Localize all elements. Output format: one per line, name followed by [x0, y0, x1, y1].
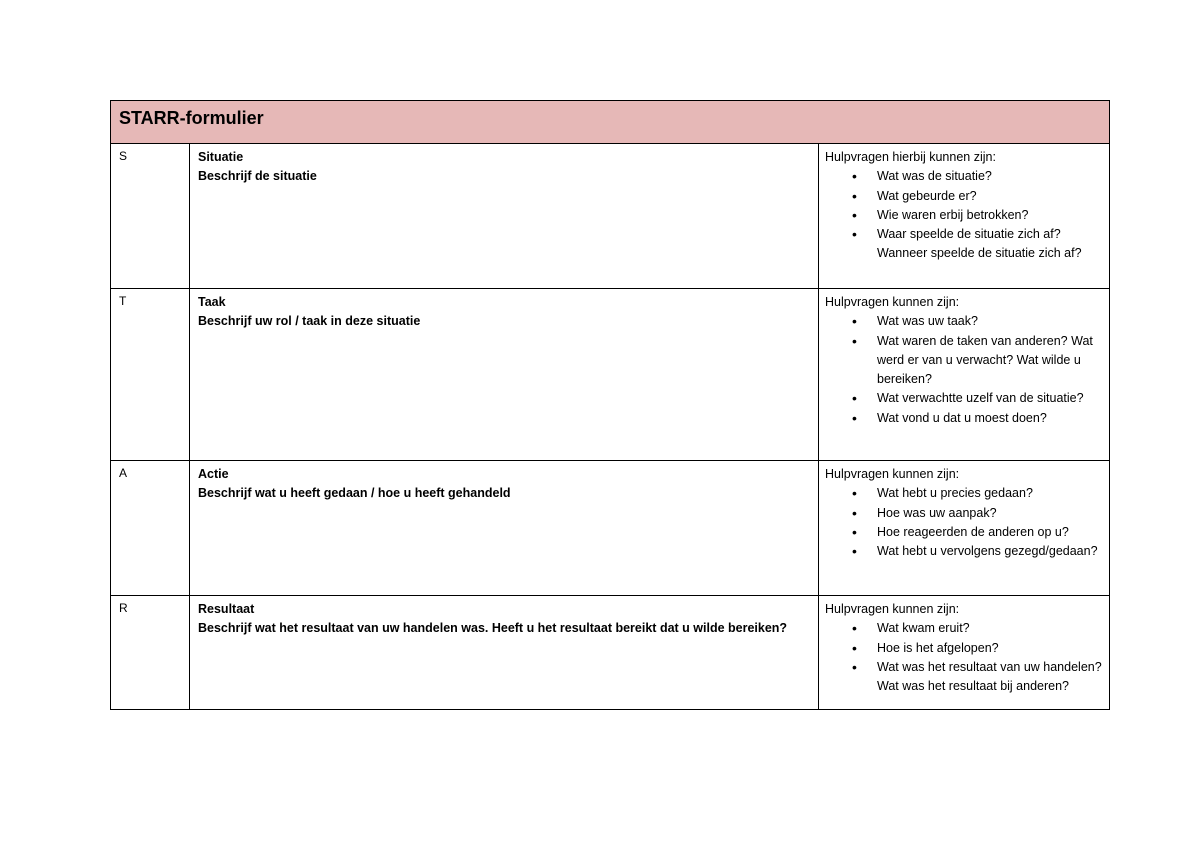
help-questions-cell — [819, 144, 1110, 289]
row-main-cell — [190, 289, 819, 461]
row-instruction: Beschrijf wat het resultaat van uw handelen was. Heeft u het resultaat bereikt dat u wilde bereiken? — [198, 621, 788, 635]
row-letter: T — [111, 289, 190, 461]
help-question: • Waar speelde de situatie zich af? Wanneer speelde de situatie zich af? — [825, 225, 1103, 264]
help-question: • Hoe was uw aanpak? — [825, 504, 1103, 523]
help-question: • Wat was uw taak? — [825, 312, 1103, 331]
help-intro: Hulpvragen hierbij kunnen zijn: — [825, 150, 996, 164]
help-question-list — [825, 484, 1103, 561]
help-intro: Hulpvragen kunnen zijn: — [825, 467, 960, 481]
form-title: STARR-formulier — [119, 108, 264, 128]
starr-row-taak — [111, 289, 1110, 461]
help-question: • Wat was de situatie? — [825, 167, 1103, 186]
help-question: • Hoe reageerden de anderen op u? — [825, 523, 1103, 542]
row-main-cell — [190, 144, 819, 289]
help-question: • Wat vond u dat u moest doen? — [825, 409, 1103, 428]
help-question: • Hoe is het afgelopen? — [825, 639, 1103, 658]
row-instruction: Beschrijf de situatie — [198, 169, 317, 183]
starr-row-resultaat — [111, 596, 1110, 710]
help-question-list — [825, 619, 1103, 696]
row-letter: S — [111, 144, 190, 289]
help-question-list — [825, 167, 1103, 263]
help-question: • Wat verwachtte uzelf van de situatie? — [825, 389, 1103, 408]
help-question: • Wat waren de taken van anderen? Wat werd er van u verwacht? Wat wilde u bereiken? — [825, 332, 1103, 390]
help-question-list — [825, 312, 1103, 428]
row-main-cell — [190, 596, 819, 710]
starr-row-situatie — [111, 144, 1110, 289]
row-instruction: Beschrijf wat u heeft gedaan / hoe u heeft gehandeld — [198, 486, 511, 500]
help-questions-cell — [819, 596, 1110, 710]
help-question: • Wat hebt u vervolgens gezegd/gedaan? — [825, 542, 1103, 561]
row-heading: Situatie — [198, 150, 244, 164]
starr-form-table — [110, 100, 1110, 710]
row-heading: Actie — [198, 467, 229, 481]
row-letter: R — [111, 596, 190, 710]
help-question: • Wat hebt u precies gedaan? — [825, 484, 1103, 503]
title-cell — [111, 101, 1110, 144]
starr-row-actie — [111, 461, 1110, 596]
title-row — [111, 101, 1110, 144]
row-heading: Taak — [198, 295, 226, 309]
help-questions-cell — [819, 461, 1110, 596]
row-instruction: Beschrijf uw rol / taak in deze situatie — [198, 314, 421, 328]
help-questions-cell — [819, 289, 1110, 461]
help-question: • Wat kwam eruit? — [825, 619, 1103, 638]
row-heading: Resultaat — [198, 602, 255, 616]
help-intro: Hulpvragen kunnen zijn: — [825, 602, 960, 616]
help-question: • Wat gebeurde er? — [825, 187, 1103, 206]
help-question: • Wat was het resultaat van uw handelen? Wat was het resultaat bij anderen? — [825, 658, 1103, 697]
help-question: • Wie waren erbij betrokken? — [825, 206, 1103, 225]
row-letter: A — [111, 461, 190, 596]
row-main-cell — [190, 461, 819, 596]
help-intro: Hulpvragen kunnen zijn: — [825, 295, 960, 309]
